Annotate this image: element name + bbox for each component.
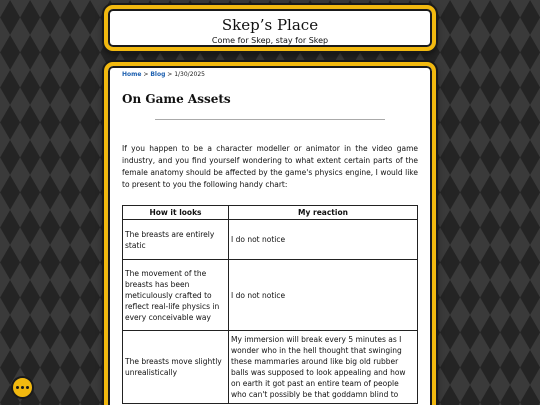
table-cell-how-it-looks: The breasts move slightly unrealistically (123, 331, 229, 404)
table-cell-how-it-looks: The breasts are entirely static (123, 220, 229, 260)
table-header-my-reaction: My reaction (229, 206, 418, 220)
breadcrumb-home-link[interactable]: Home (122, 71, 142, 78)
post-content (122, 66, 418, 404)
breadcrumb-separator: > (141, 71, 151, 78)
breadcrumb (122, 71, 418, 78)
site-header (104, 5, 436, 51)
site-title[interactable]: Skep’s Place (221, 16, 319, 34)
table-row (123, 331, 418, 404)
content-panel (104, 62, 436, 405)
title-divider (155, 119, 385, 120)
table-cell-my-reaction: My immersion will break every 5 minutes as I wonder who in the hell thought that swinging these mammaries around like big old rubber balls was supposed to look appealing and how on earth it got past an entire team of people who can't possibly be that goddamn blind to (229, 331, 418, 404)
reaction-chart-table (122, 205, 418, 404)
table-cell-my-reaction: I do not notice (229, 220, 418, 260)
table-header-how-it-looks: How it looks (123, 206, 229, 220)
more-dots-icon (16, 386, 19, 389)
table-cell-how-it-looks: The movement of the breasts has been meticulously crafted to reflect real-life physics in every conceivable way (123, 260, 229, 331)
breadcrumb-blog-link[interactable]: Blog (150, 71, 166, 78)
table-row (123, 260, 418, 331)
table-cell-my-reaction: I do not notice (229, 260, 418, 331)
table-row (123, 220, 418, 260)
more-menu-button[interactable] (11, 376, 34, 399)
post-title: On Game Assets (122, 92, 231, 106)
post-intro-paragraph: If you happen to be a character modeller or animator in the video game industry, and you find yourself wondering to what extent certain parts of the female anatomy should be affected by the game's physics engine, I would like to present to you the following handy chart: (122, 144, 418, 189)
header-inner-border (108, 9, 432, 47)
breadcrumb-separator: > (165, 71, 175, 78)
more-dots-icon (21, 386, 24, 389)
site-tagline: Come for Skep, stay for Skep (211, 36, 329, 45)
table-header-row (123, 206, 418, 220)
more-dots-icon (26, 386, 29, 389)
breadcrumb-current-date: 1/30/2025 (174, 71, 205, 78)
